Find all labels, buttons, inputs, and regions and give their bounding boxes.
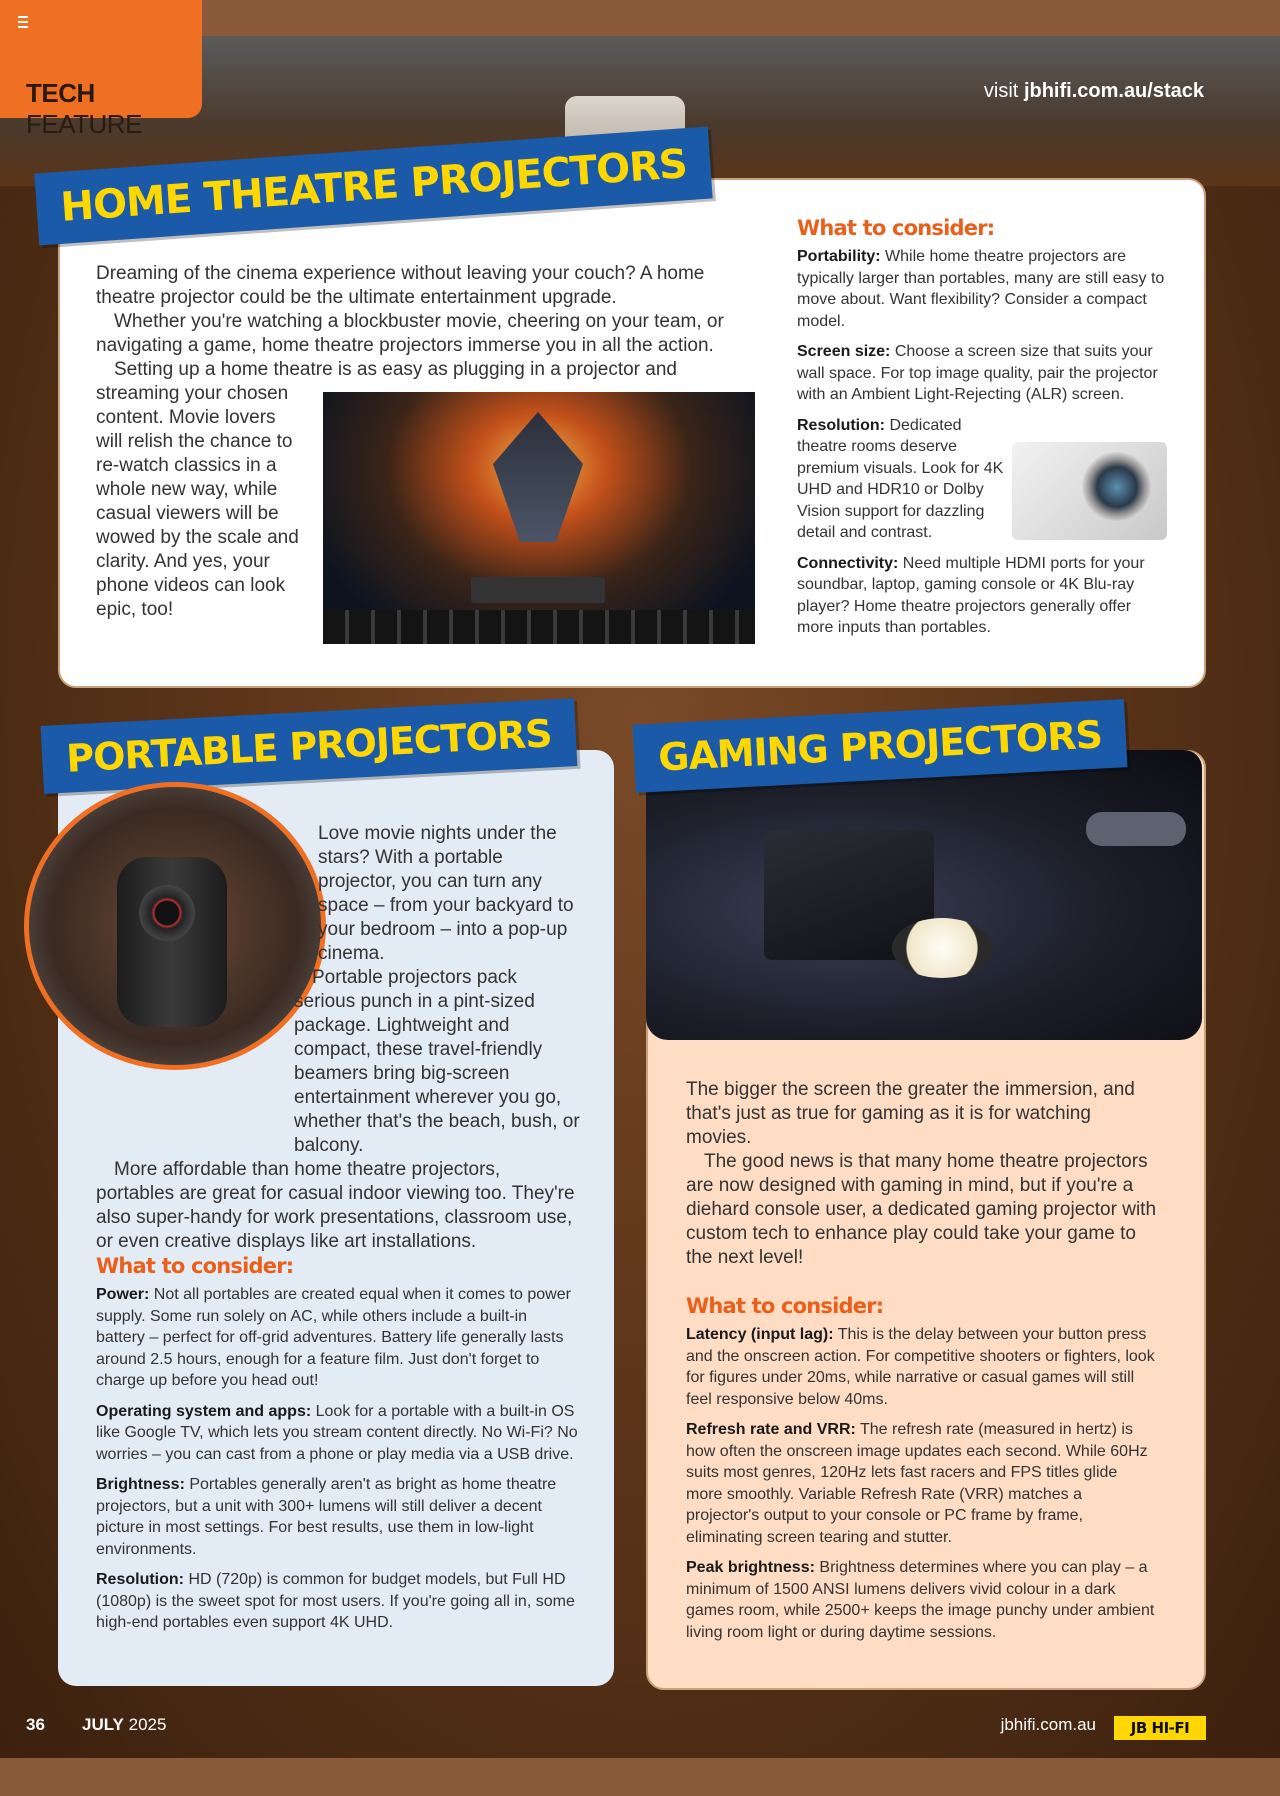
portable-paragraph-3: More affordable than home theatre projectors, portables are great for casual indoor viewing too. They're also super-handy for work presentations, classroom use, or even creative displays like art installations. xyxy=(96,1159,575,1252)
gaming-intro xyxy=(686,1078,1156,1270)
portable-tip-os: Operating system and apps: Look for a portable with a built-in OS like Google TV, which lets you stream content directly. No Wi-Fi? No worries – you can cast from a phone or play media via a USB drive. xyxy=(96,1402,578,1463)
gaming-paragraph-2: The good news is that many home theatre projectors are now designed with gaming in mind, but if you're a diehard console user, a dedicated gaming projector with custom tech to enhance play could take your game to the next level! xyxy=(686,1151,1157,1268)
gaming-title: GAMING PROJECTORS xyxy=(633,699,1128,793)
gaming-consider xyxy=(686,1294,1156,1652)
page-number: 36 xyxy=(26,1715,45,1734)
projector-lens-image xyxy=(1012,442,1167,540)
section-label: TECH FEATURE xyxy=(26,78,142,139)
portable-paragraph-1: Love movie nights under the stars? With a portable projector, you can turn any space – from your backyard to your bedroom – into a pop-up cinema. xyxy=(318,823,574,964)
portable-body xyxy=(96,966,580,1254)
popcorn-graphic xyxy=(892,918,992,978)
visit-link[interactable]: visit jbhifi.com.au/stack xyxy=(983,80,1204,102)
gaming-tip-latency: Latency (input lag): This is the delay between your button press and the onscreen action. For competitive shooters or fighters, look for figures under 20ms, while narrative or casual games will still feel responsive below 40ms. xyxy=(686,1326,1155,1408)
jb-hifi-logo: JB HI-FI xyxy=(1114,1716,1206,1740)
home-paragraph-2: Whether you're watching a blockbuster movie, cheering on your team, or navigating a game, home theatre projectors immerse you in all the action. xyxy=(96,311,724,356)
gaming-tip-brightness: Peak brightness: Brightness determines where you can play – a minimum of 1500 ANSI lumens delivers vivid colour in a dark games room, while 2500+ keeps the image punchy under ambient living room light or during daytime sessions. xyxy=(686,1559,1155,1641)
spaceship-graphic xyxy=(493,412,583,542)
home-paragraph-3: Setting up a home theatre is as easy as plugging in a projector and xyxy=(114,359,677,380)
gaming-paragraph-1: The bigger the screen the greater the immersion, and that's just as true for gaming as it is for watching movies. xyxy=(686,1079,1135,1148)
portable-intro xyxy=(318,822,580,966)
projector-graphic xyxy=(471,577,605,603)
home-tip-portability: Portability: While home theatre projectors are typically larger than portables, many are still easy to move about. Want flexibility? Consider a compact model. xyxy=(797,248,1165,330)
issue-date: JULY 2025 xyxy=(82,1715,167,1734)
home-paragraph-1: Dreaming of the cinema experience without leaving your couch? A home theatre projector could be the ultimate entertainment upgrade. xyxy=(96,263,705,308)
cinema-seats-graphic xyxy=(323,610,755,644)
controller-graphic xyxy=(1086,812,1186,846)
home-theatre-image xyxy=(323,392,755,644)
home-theatre-title: HOME THEATRE PROJECTORS xyxy=(34,127,713,246)
home-tip-resolution: Resolution: Dedicated theatre rooms deserve premium visuals. Look for 4K UHD and HDR10 or Dolby Vision support for dazzling detail and contrast. xyxy=(797,416,1004,541)
footer-site-link[interactable]: jbhifi.com.au xyxy=(1000,1715,1096,1734)
home-consider xyxy=(797,216,1167,648)
lens-graphic xyxy=(1082,452,1152,522)
portable-paragraph-2: Portable projectors pack serious punch in a pint-sized package. Lightweight and compact, these travel-friendly beamers bring big-screen entertainment wherever you go, whether that's the beach, bush, or balcony. xyxy=(294,967,580,1156)
portable-tip-resolution: Resolution: HD (720p) is common for budget models, but Full HD (1080p) is the sweet spot for most users. If you're going all in, some high-end portables even support 4K UHD. xyxy=(96,1571,575,1631)
home-intro-wrap xyxy=(96,382,301,622)
bottom-bar xyxy=(0,1758,1280,1796)
portable-tip-power: Power: Not all portables are created equal when it comes to power supply. Some run solely on AC, while others include a built-in battery – perfect for off-grid adventures. Battery life generally lasts around 2.5 hours, enough for a feature film. Just don't forget to charge up before you head out! xyxy=(96,1286,571,1389)
home-intro xyxy=(96,262,736,382)
home-tip-connectivity: Connectivity: Need multiple HDMI ports for your soundbar, laptop, gaming console or 4K Blu-ray player? Home theatre projectors generally offer more inputs than portables. xyxy=(797,554,1145,636)
portable-title: PORTABLE PROJECTORS xyxy=(41,698,578,794)
portable-lens-graphic xyxy=(139,885,195,941)
portable-consider-title: What to consider: xyxy=(96,1254,294,1278)
home-paragraph-3-cont: streaming your chosen content. Movie lovers will relish the chance to re-watch classics in a whole new way, while casual viewers will be wowed by the scale and clarity. And yes, your phone videos can look epic, too! xyxy=(96,383,299,620)
menu-icon[interactable] xyxy=(18,16,28,28)
gaming-tip-refresh: Refresh rate and VRR: The refresh rate (measured in hertz) is how often the onscreen image updates each second. While 60Hz suits most genres, 120Hz lets fast racers and FPS titles glide more smoothly. Variable Refresh Rate (VRR) matches a projector's output to your console or PC frame by frame, eliminating screen tearing and stutter. xyxy=(686,1421,1148,1546)
gaming-consider-title: What to consider: xyxy=(686,1294,884,1318)
section-tab xyxy=(0,0,202,139)
portable-consider xyxy=(96,1254,580,1643)
gaming-setup-image xyxy=(646,750,1202,1040)
home-consider-title: What to consider: xyxy=(797,216,995,240)
portable-tip-brightness: Brightness: Portables generally aren't as bright as home theatre projectors, but a unit with 300+ lumens will still deliver a decent picture in most settings. For best results, use them in low-light environments. xyxy=(96,1476,557,1558)
home-tip-screen-size: Screen size: Choose a screen size that suits your wall space. For top image quality, pair the projector with an Ambient Light-Rejecting (ALR) screen. xyxy=(797,343,1158,403)
